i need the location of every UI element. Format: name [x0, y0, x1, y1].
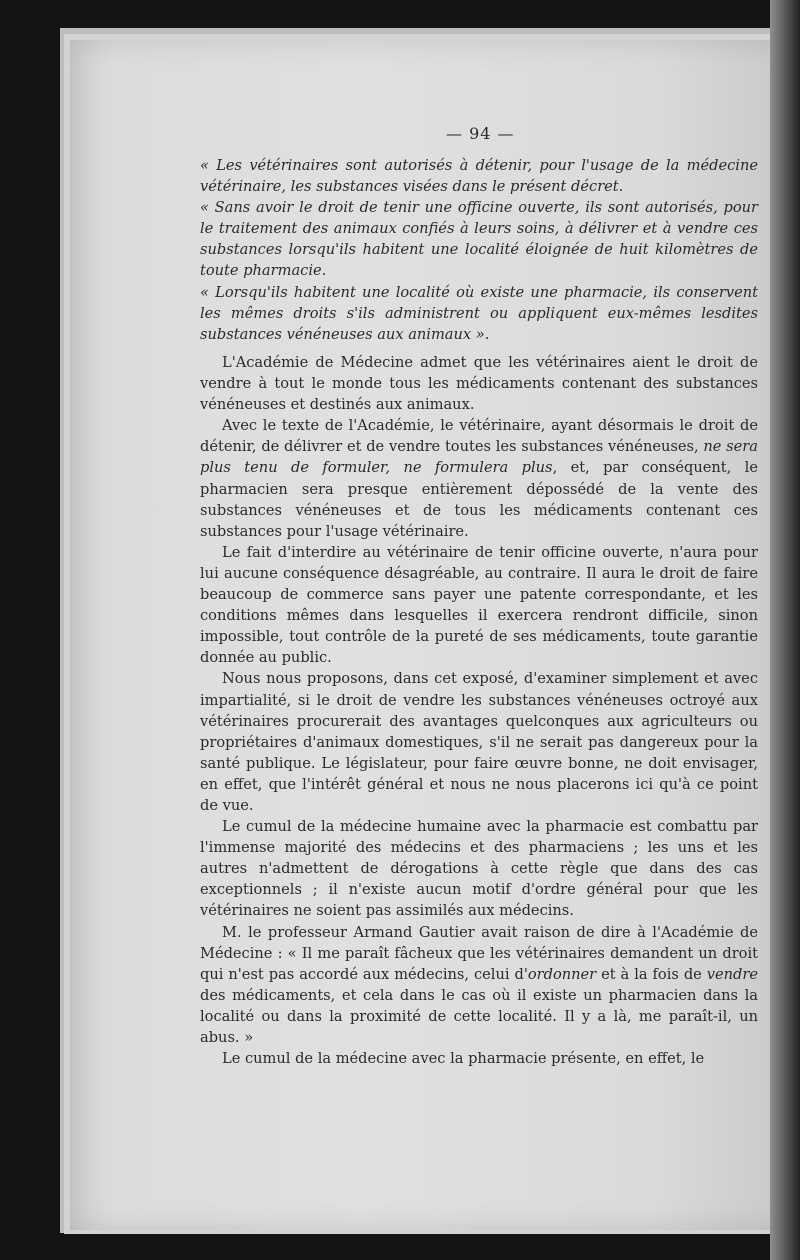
- book-edge: [770, 0, 800, 1260]
- body-text: [200, 352, 758, 1069]
- quote-paragraph: « Les vétérinaires sont autorisés à détenir, pour l'usage de la médecine vétérinaire, les substances visées dans le présent décret.: [200, 157, 758, 196]
- page-number: — 94 —: [446, 124, 515, 143]
- body-paragraph: Le fait d'interdire au vétérinaire de tenir officine ouverte, n'aura pour lui aucune conséquence désagréable, au contraire. Il aura le droit de faire beaucoup de commerce sans payer une patente correspondante, et les conditions mêmes dans lesquelles il exercera rendront difficile, sinon impossible, tout contrôle de la pureté de ses médicaments, toute garantie donnée au public.: [200, 543, 758, 667]
- body-paragraph: L'Académie de Médecine admet que les vétérinaires aient le droit de vendre à tout le monde tous les médicaments contenant des substances vénéneuses et destinés aux animaux.: [200, 354, 758, 414]
- body-paragraph: [200, 922, 758, 1049]
- body-paragraph: Le cumul de la médecine avec la pharmacie présente, en effet, le: [222, 1050, 705, 1068]
- paragraph-text: , et, par conséquent, le pharmacien sera presque entièrement dépossédé de la vente des substances vénéneuses et de tous les médicaments contenant ces substances pour l'usage vétérinaire.: [200, 459, 758, 540]
- body-paragraph: Nous nous proposons, dans cet exposé, d'examiner simplement et avec impartialité, si le droit de vendre les substances vénéneuses octroyé aux vétérinaires procurerait des avantages quelconques aux agriculteurs ou propriétaires d'animaux domestiques, s'il ne serait pas dangereux pour la santé publique. Le législateur, pour faire œuvre bonne, ne doit envisager, en effet, que l'intérêt général et nous ne nous placerons ici qu'à ce point de vue.: [200, 670, 758, 814]
- body-paragraph: Le cumul de la médecine humaine avec la pharmacie est combattu par l'immense majorité des médecins et des pharmaciens ; les uns et les autres n'admettent de dérogations à cette règle que dans des cas exceptionnels ; il n'existe aucun motif d'ordre général pour que les vétérinaires ne soient pas assimilés aux médecins.: [200, 818, 758, 920]
- paragraph-text: des médicaments, et cela dans le cas où il existe un pharmacien dans la localité ou dans la proximité de cette localité. Il y a là, me paraît-il, un abus. »: [200, 986, 758, 1046]
- quoted-decree: [200, 155, 758, 345]
- quote-paragraph: « Lorsqu'ils habitent une localité où existe une pharmacie, ils conservent les mêmes droits s'ils administrent ou appliquent eux-mêmes lesdites substances vénéneuses aux animaux ».: [200, 283, 758, 343]
- body-paragraph: [200, 415, 758, 542]
- italic-word: vendre: [706, 965, 759, 983]
- italic-phrase: ne sera plus tenu de formuler, ne formulera plus: [200, 438, 758, 477]
- paragraph-text: M. le professeur Armand Gautier avait raison de dire à l'Académie de Médecine : « Il me paraît fâcheux que les vétérinaires demandent un droit qui n'est pas accordé aux médecins, celui d': [200, 923, 758, 983]
- paragraph-text: Avec le texte de l'Académie, le vétérinaire, ayant désormais le droit de détenir, de délivrer et de vendre toutes les substances vénéneuses,: [200, 417, 758, 456]
- quote-paragraph: « Sans avoir le droit de tenir une officine ouverte, ils sont autorisés, pour le traitement des animaux confiés à leurs soins, à délivrer et à vendre ces substances lorsqu'ils habitent une localité éloignée de huit kilomètres de toute pharmacie.: [200, 199, 758, 280]
- paragraph-text: et à la fois de: [596, 965, 707, 983]
- italic-word: ordonner: [527, 965, 597, 983]
